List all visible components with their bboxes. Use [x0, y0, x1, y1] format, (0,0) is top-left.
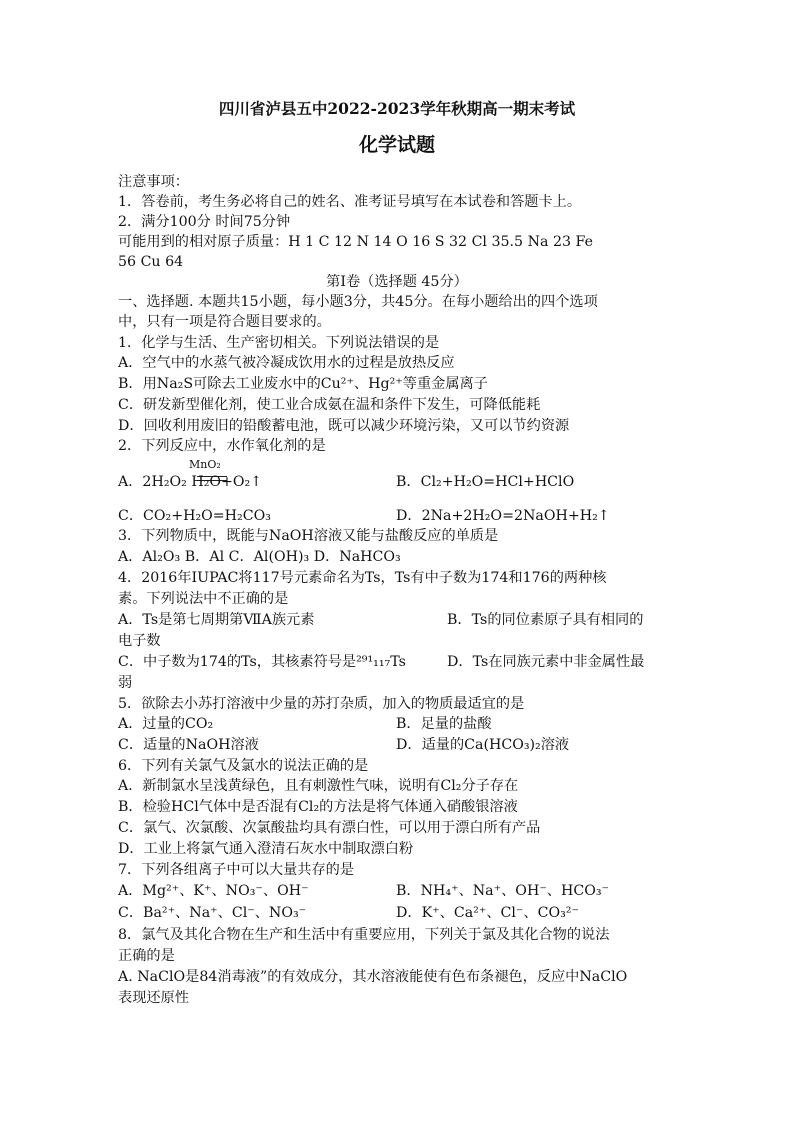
- q2-catalyst-label: MnO₂: [189, 458, 221, 471]
- q4-option-b-continued: 电子数: [118, 633, 161, 649]
- q4-option-d: D．Ts在同族元素中非金属性最: [447, 654, 645, 670]
- q7-option-b: B．NH₄⁺、Na⁺、OH⁻、HCO₃⁻: [396, 883, 610, 899]
- q2-option-c: C．CO₂+H₂O=H₂CO₃: [118, 508, 271, 524]
- notice-item-2: 2．满分100分 时间75分钟: [118, 214, 291, 230]
- q3-options: A．Al₂O₃ B．Al C．Al(OH)₃ D．NaHCO₃: [118, 549, 401, 565]
- q7-option-c: C．Ba²⁺、Na⁺、Cl⁻、NO₃⁻: [118, 905, 307, 921]
- q7-stem: 7．下列各组离子中可以大量共存的是: [118, 862, 355, 878]
- q1-option-c: C．研发新型催化剂，使工业合成氨在温和条件下发生，可降低能耗: [118, 397, 541, 413]
- q1-stem: 1．化学与生活、生产密切相关。下列说法错误的是: [118, 335, 440, 351]
- q6-option-b: B．检验HCl气体中是否混有Cl₂的方法是将气体通入硝酸银溶液: [118, 799, 518, 815]
- q2-option-a: A．2H₂O₂ H₂O+O₂↑: [118, 474, 263, 490]
- q7-option-d: D．K⁺、Ca²⁺、Cl⁻、CO₃²⁻: [396, 905, 579, 921]
- q1-option-d: D．回收利用废旧的铅酸蓄电池，既可以减少环境污染，又可以节约资源: [118, 418, 570, 434]
- q2-stem: 2．下列反应中，水作氧化剂的是: [118, 438, 326, 454]
- q5-option-b: B．足量的盐酸: [396, 716, 492, 732]
- notice-item-1: 1．答卷前，考生务必将自己的姓名、准考证号填写在本试卷和答题卡上。: [118, 194, 582, 210]
- part1-instruction-2: 中，只有一项是符合题目要求的。: [118, 314, 331, 330]
- q6-option-d: D．工业上将氯气通入澄清石灰水中制取漂白粉: [118, 841, 414, 857]
- q6-stem: 6．下列有关氯气及氯水的说法正确的是: [118, 758, 369, 774]
- q1-option-b: B．用Na₂S可除去工业废水中的Cu²⁺、Hg²⁺等重金属离子: [118, 376, 488, 392]
- atomic-mass-line-1: 可能用到的相对原子质量：H 1 C 12 N 14 O 16 S 32 Cl 35.5 Na 23 Fe: [118, 234, 593, 250]
- q5-option-c: C．适量的NaOH溶液: [118, 737, 259, 753]
- q7-option-a: A．Mg²⁺、K⁺、NO₃⁻、OH⁻: [118, 883, 309, 899]
- q3-stem: 3．下列物质中，既能与NaOH溶液又能与盐酸反应的单质是: [118, 528, 499, 544]
- q4-option-c: C．中子数为174的Ts，其核素符号是²⁹¹₁₁₇Ts: [118, 654, 406, 670]
- q1-option-a: A．空气中的水蒸气被冷凝成饮用水的过程是放热反应: [118, 355, 455, 371]
- q8-option-a-line-2: 表现还原性: [118, 990, 189, 1006]
- q8-stem-line-2: 正确的是: [118, 948, 175, 964]
- q6-option-c: C．氯气、次氯酸、次氯酸盐均具有漂白性，可以用于漂白所有产品: [118, 820, 541, 836]
- atomic-mass-line-2: 56 Cu 64: [118, 254, 184, 270]
- q4-stem-line-1: 4．2016年IUPAC将117号元素命名为Ts，Ts有中子数为174和176的两种核: [118, 570, 607, 586]
- q5-option-a: A．过量的CO₂: [118, 716, 214, 732]
- q4-option-d-continued: 弱: [118, 675, 133, 691]
- q2-option-d: D．2Na+2H₂O=2NaOH+H₂↑: [396, 508, 610, 524]
- q4-stem-line-2: 素。下列说法中不正确的是: [118, 591, 289, 607]
- school-title: 四川省泸县五中2022-2023学年秋期高一期末考试: [218, 99, 576, 118]
- q8-option-a-line-1: A. NaClO是84消毒液”的有效成分，其水溶液能使有色布条褪色，反应中NaClO: [118, 969, 628, 985]
- q8-stem-line-1: 8．氯气及其化合物在生产和生活中有重要应用，下列关于氯及其化合物的说法: [118, 927, 610, 943]
- subject-title: 化学试题: [358, 134, 435, 156]
- part1-instruction-1: 一、选择题. 本题共15小题，每小题3分，共45分。在每小题给出的四个选项: [118, 294, 598, 310]
- q2-option-b: B．Cl₂+H₂O=HCl+HClO: [396, 474, 575, 490]
- q6-option-a: A．新制氯水呈浅黄绿色，且有刺激性气味，说明有Cl₂分子存在: [118, 778, 519, 794]
- notice-heading: 注意事项：: [118, 174, 189, 190]
- q4-option-b: B．Ts的同位素原子具有相同的: [447, 612, 644, 628]
- q5-option-d: D．适量的Ca(HCO₃)₂溶液: [396, 737, 570, 753]
- q4-option-a: A．Ts是第七周期第ⅦA族元素: [118, 612, 315, 628]
- q5-stem: 5．欲除去小苏打溶液中少量的苏打杂质，加入的物质最适宜的是: [118, 696, 525, 712]
- part1-heading: 第I卷（选择题 45分）: [326, 274, 468, 290]
